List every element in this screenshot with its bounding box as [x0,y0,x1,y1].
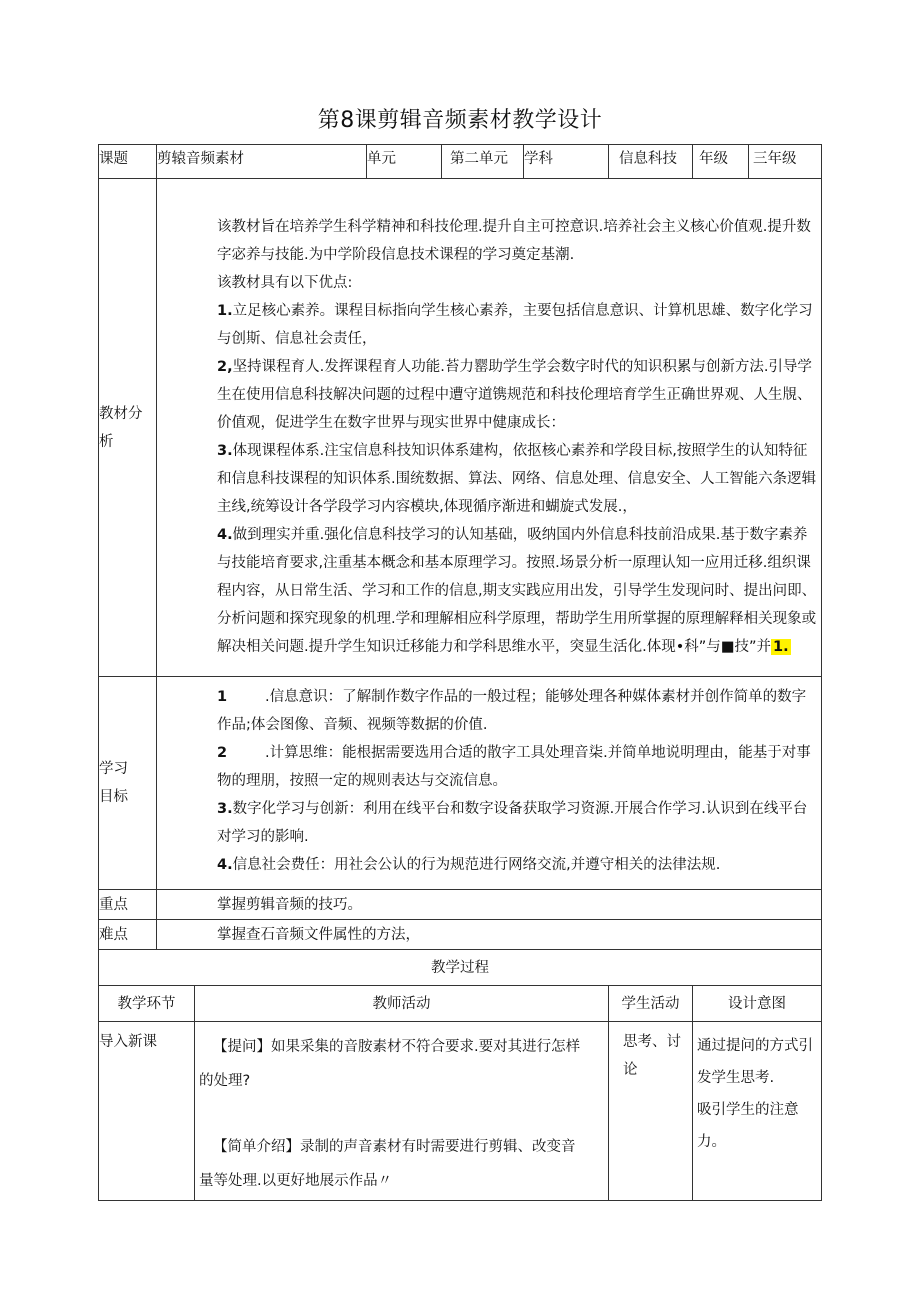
highlight-mark: 1. [773,639,789,655]
col-intent: 设计意图 [693,986,822,1022]
analysis-point: 3.体现课程体系.注宝信息科技知识体系建构，依抠核心素养和学段目标,按照学生的认知特征和信息科技课程的知识体系.围统数据、算法、网络、信息处理、信息安全、人工智能六条逻辑主线,统筹设计各学段学习内容模块,体现循序渐进和蝴旋式发展.， [217,443,817,515]
goal-item: 2 .计算思维：能根据需要选用合适的散字工具处理音柒.并简单地说明理由，能基于对事物的理朋，按照一定的规则表达与交流信息。 [217,745,811,789]
analysis-content [157,179,822,677]
goal-item: 1 .信息意识：了解制作数字作品的一般过程；能够处理各种媒体素材并创作简单的数字作品;体会图像、音频、视频等数据的价值. [217,689,807,733]
analysis-row [99,179,822,677]
goals-content [157,677,822,890]
process-header-row [99,950,822,986]
goals-label: 学习目标 [99,677,157,890]
col-student: 学生活动 [609,986,693,1022]
key-point-label: 重点 [99,890,157,920]
grade-value: 三年级 [749,145,822,179]
difficulty-value: 掌握查石音频文件属性的方法， [157,920,822,950]
unit-label: 单元 [367,145,442,179]
lesson-plan-table [98,144,822,1201]
analysis-paragraph: 该教材旨在培养学生科学精神和科技伦理.提升自主可控意识.培养社会主义核心价值观.提升数字宓养与技能.为中学阶段信息技术课程的学习奠定基潮. [217,219,811,263]
process-header: 教学过程 [99,950,822,986]
teacher-text: 【提问】如果采集的音胺素材不符合要求.要对其进行怎样的处理? [199,1039,581,1089]
goal-item: 3.数字化学习与创新：利用在线平台和数字设备获取学习资源.开展合作学习.认识到在线平台对学习的影响. [217,801,808,845]
difficulty-row [99,920,822,950]
analysis-label: 教材分析 [99,179,157,677]
teacher-text: 【简单介绍】录制的声音素材有时需要进行剪辑、改变音量等处理.以更好地展示作品〃 [199,1139,576,1189]
analysis-point: 1.立足核心素养。课程目标指向学生核心素养，主要包括信息意识、计算机思雄、数字化学习与创斯、信息社会责任， [217,303,813,347]
process-row [99,1022,822,1201]
analysis-paragraph: 该教材具有以下优点: [217,275,353,291]
goal-item: 4.信息社会费任：用社会公认的行为规范进行网络交流,并遵守相关的法律法规. [217,857,721,873]
grade-label: 年级 [693,145,749,179]
intent-text: 通过提问的方式引发学生思考. [697,1038,813,1086]
topic-label: 课题 [99,145,157,179]
col-stage: 教学环节 [99,986,195,1022]
difficulty-label: 难点 [99,920,157,950]
process-columns-row [99,986,822,1022]
stage-cell: 导入新课 [99,1022,195,1201]
subject-label: 学科 [524,145,609,179]
analysis-point: 4.做到理实并重.强化信息科技学习的认知基础，吸纳国内外信息科技前沿成果.基于数字素养与技能培育要求,注重基本概念和基本原理学习。按照.场景分析一原理认知一应用迁移.组织课程内容，从日常生活、学习和工作的信息,期支实践应用出发，引导学生发现问时、提出问即、分析问题和探究现象的机理.学和理解相应科学原理，帮助学生用所掌握的原理解释相关现象或解决相关问题.提升学生知识迁移能力和学科思维水平，突显生活化.体现•科”与■技”并 1. [217,527,817,655]
unit-value: 第二单元 [442,145,524,179]
goals-row [99,677,822,890]
page-title: 第8课剪辑音频素材教学设计 [317,108,603,133]
intent-text: 吸引学生的注意力。 [697,1102,799,1150]
subject-value: 信息科技 [609,145,693,179]
key-point-row [99,890,822,920]
student-cell: 思考、讨论 [609,1022,693,1201]
teacher-cell [195,1022,609,1201]
analysis-point: 2,坚持课程育人.发挥课程育人功能.苔力罂助学生学会数字时代的知识积累与创新方法.引导学生在使用信息科技解决问题的过程中遭守道镌规范和科技伦理培育学生正确世界观、人生覑、价值观，促进学生在数字世界与现实世界中健康成长： [217,359,812,431]
key-point-value: 掌握剪辑音频的技巧。 [157,890,822,920]
info-row [99,145,822,179]
intent-cell [693,1022,822,1201]
topic-value: 剪辕音频素材 [157,145,367,179]
col-teacher: 教师活动 [195,986,609,1022]
